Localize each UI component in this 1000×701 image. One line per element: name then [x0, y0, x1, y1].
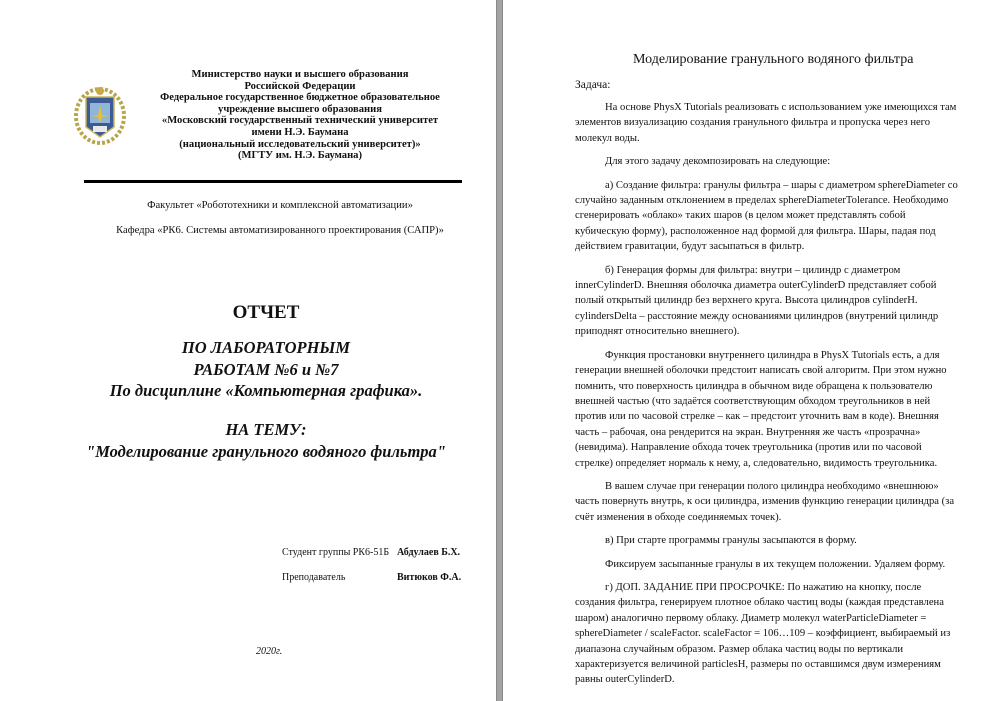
- paragraph: Функция простановки внутреннего цилиндра в PhysX Tutorials есть, а для генерации внешней оболочки предстоит написать свой алгоритм. При этом нужно помнить, что поверхность цилиндра в обычном виде обращена к пользователю внешней частью (что задаётся соответствующим обходом треугольников в ней против или по часовой стрелке – как – предстоит уточнить вам в коде). Внешняя часть – рабочая, она рендерится на экран. Внутренняя же часть «прозрачна» (невидима). Направление обхода точек треугольника (против или по часовой стрелке) определяет нормаль к нему, а, следовательно, видимость треугольника.: [575, 349, 947, 469]
- paragraph: В вашем случае при генерации полого цилиндра необходимо «внешнюю» часть повернуть внутрь, к оси цилиндра, изменив функцию генерации цилиндра (за счёт изменения в обходе соединяемых точек).: [575, 480, 955, 523]
- paragraph: Фиксируем засыпанные гранулы в их текущем положении. Удаляем форму.: [605, 558, 946, 570]
- report-subtitle: [60, 337, 472, 402]
- paragraph: Для этого задачу декомпозировать на следующие:: [605, 156, 831, 168]
- header-line: учреждение высшего образования: [218, 103, 382, 115]
- header-line: «Московский государственный технический университет: [161, 115, 439, 127]
- task-label: Задача:: [575, 79, 611, 91]
- topic-label: НА ТЕМУ:: [225, 420, 307, 439]
- content-page: [502, 0, 1000, 701]
- institution-header: [130, 69, 470, 162]
- student-label: Студент группы РК6-51Б: [282, 547, 390, 558]
- report-heading: ОТЧЕТ: [232, 302, 300, 323]
- paragraph: а) Создание фильтра: гранулы фильтра – шары с диаметром sphereDiameter со случайно заданным отклонением в пределах sphereDiameterTolerance. Необходимо сгенерировать «облако» таких шаров (в целом может представлять собой кубическую форму), расположенное над формой для фильтра. Шары, падая под действием гравитации, будут засыпаться в фильтр.: [575, 179, 958, 253]
- faculty: Факультет «Робототехники и комплексной автоматизации»: [147, 200, 413, 211]
- header-line: Российской Федерации: [244, 80, 356, 92]
- student-name: Абдулаев Б.Х.: [397, 547, 461, 558]
- subtitle-line: ПО ЛАБОРАТОРНЫМ: [181, 338, 351, 357]
- header-line: Федеральное государственное бюджетное образовательное: [160, 92, 440, 104]
- header-line: (национальный исследовательский университет)»: [179, 138, 421, 150]
- department: Кафедра «РК6. Системы автоматизированного проектирования (САПР)»: [116, 225, 444, 236]
- document-title: Моделирование гранульного водяного фильтра: [633, 52, 914, 67]
- header-line: имени Н.Э. Баумана: [251, 126, 349, 138]
- year: 2020г.: [256, 646, 283, 657]
- header-line: Министерство науки и высшего образования: [191, 69, 409, 80]
- paragraph: На основе PhysX Tutorials реализовать с использованием уже имеющихся там элементов визуализацию создания гранульного фильтра и пропуска через него молекул воды.: [575, 102, 957, 144]
- title-page: [0, 0, 497, 701]
- task-body: [575, 100, 961, 696]
- subtitle-line: По дисциплине «Компьютерная графика».: [109, 381, 423, 400]
- topic-title: "Моделирование гранульного водяного фильтра": [86, 442, 446, 461]
- paragraph: в) При старте программы гранулы засыпаются в форму.: [605, 535, 857, 547]
- header-divider: [84, 180, 462, 183]
- university-logo: [74, 83, 126, 145]
- teacher-label: Преподаватель: [282, 572, 346, 583]
- teacher-name: Витюков Ф.А.: [397, 572, 462, 583]
- header-line: (МГТУ им. Н.Э. Баумана): [237, 150, 363, 162]
- paragraph: б) Генерация формы для фильтра: внутри – цилиндр с диаметром innerCylinderD. Внешняя оболочка диаметра outerCylinderD представляет собой полый открытый цилиндр без верхнего круга. Высота цилиндров cylinderH. cylindersDelta – расстояние между основаниями цилиндров (внутрений цилиндр приподнят относительно внешнего).: [575, 264, 939, 338]
- paragraph: г) ДОП. ЗАДАНИЕ ПРИ ПРОСРОЧКЕ: По нажатию на кнопку, после создания фильтра, генерируем плотное облако частиц воды (каждая представлена шаром) аналогично первому облаку. Диаметр молекул waterParticleDiameter = sphereDiameter / scaleFactor. scaleFactor = 106…109 – коэффициент, выбираемый из диапазона случайным образом. Размер облака частиц воды по вертикали характеризуется величиной particlesH, размеры по оставшимся двум измерениям равны outerCylinderD.: [575, 581, 951, 686]
- subtitle-line: РАБОТАМ №6 и №7: [193, 359, 339, 379]
